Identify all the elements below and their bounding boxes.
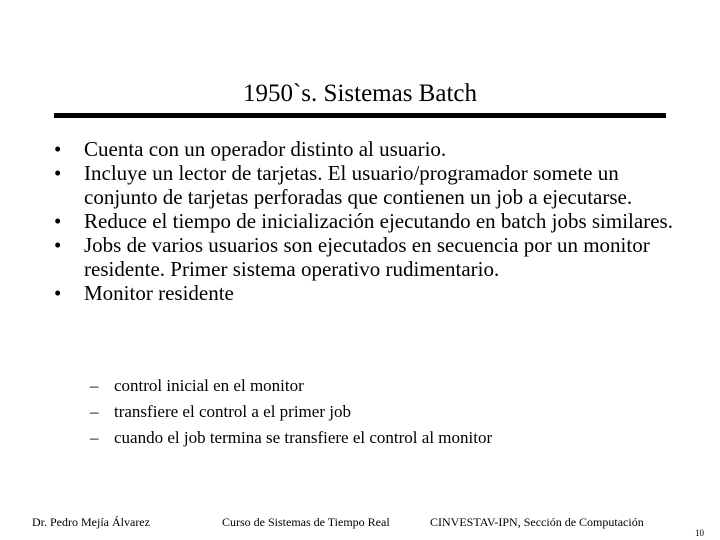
slide-title: 1950`s. Sistemas Batch xyxy=(242,80,477,107)
sub-bullet-item xyxy=(90,425,492,451)
bullet-icon: • xyxy=(54,233,62,257)
bullet-item xyxy=(54,161,674,209)
sub-bullet-text: control inicial en el monitor xyxy=(114,376,304,395)
bullet-text: Jobs de varios usuarios son ejecutados en secuencia por un monitor residente. Primer sistema operativo rudimentario. xyxy=(84,233,650,281)
sub-bullet-text: cuando el job termina se transfiere el control al monitor xyxy=(114,428,493,447)
dash-icon: – xyxy=(90,402,99,421)
bullet-icon: • xyxy=(54,281,62,305)
page-number: 10 xyxy=(695,528,704,538)
bullet-item xyxy=(54,137,674,161)
bullet-item xyxy=(54,281,674,305)
bullet-icon: • xyxy=(54,161,62,185)
sub-bullet-item xyxy=(90,399,492,425)
footer-course: Curso de Sistemas de Tiempo Real xyxy=(222,515,390,529)
dash-icon: – xyxy=(90,428,99,447)
bullet-item xyxy=(54,233,674,281)
bullet-icon: • xyxy=(54,137,62,161)
sub-bullet-item xyxy=(90,373,492,399)
bullet-text: Reduce el tiempo de inicialización ejecutando en batch jobs similares. xyxy=(84,209,673,233)
bullet-item xyxy=(54,209,674,233)
bullet-text: Monitor residente xyxy=(84,281,234,305)
bullet-icon: • xyxy=(54,209,62,233)
title-divider xyxy=(54,113,666,118)
dash-icon: – xyxy=(90,376,99,395)
sub-bullet-list xyxy=(90,373,492,451)
footer-institution: CINVESTAV-IPN, Sección de Computación xyxy=(430,515,644,529)
sub-bullet-text: transfiere el control a el primer job xyxy=(114,402,351,421)
bullet-text: Cuenta con un operador distinto al usuario. xyxy=(84,137,447,161)
bullet-list xyxy=(54,137,674,305)
bullet-text: Incluye un lector de tarjetas. El usuario/programador somete un conjunto de tarjetas perforadas que contienen un job a ejecutarse. xyxy=(84,161,633,209)
footer-author: Dr. Pedro Mejía Álvarez xyxy=(32,515,150,529)
